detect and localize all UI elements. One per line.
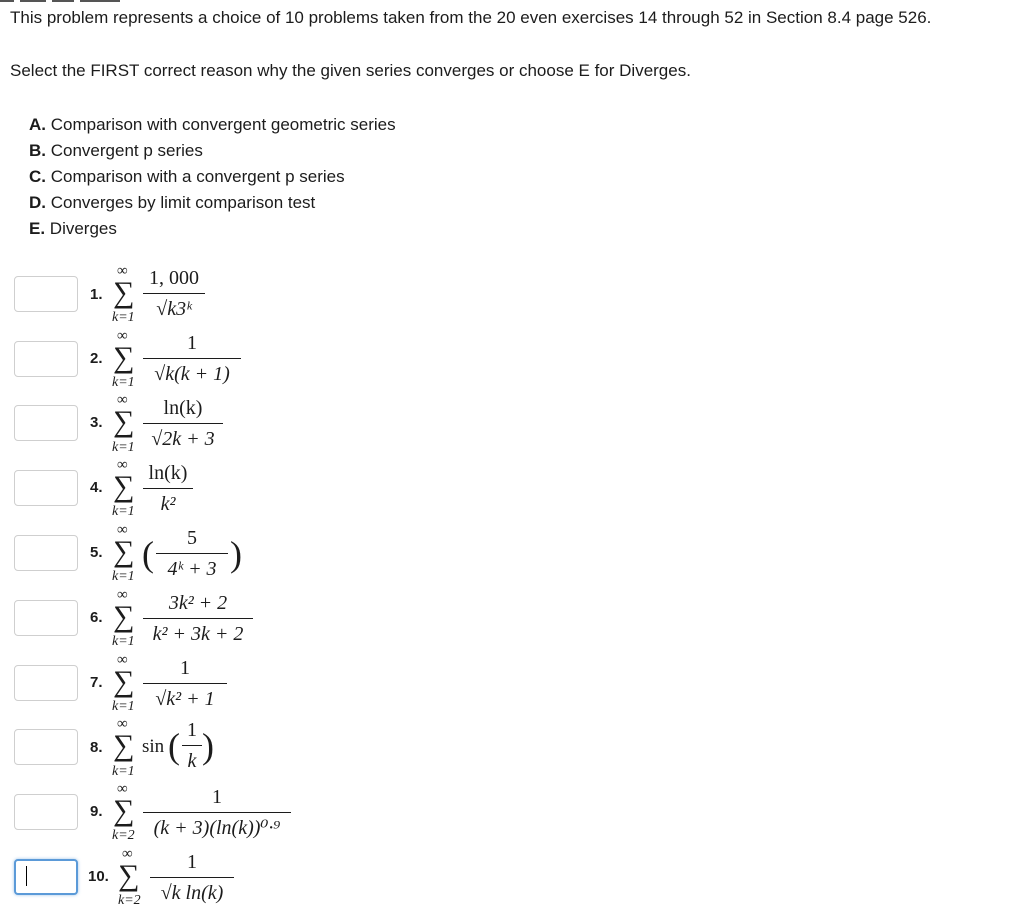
- sum-upper-limit: ∞: [117, 263, 128, 279]
- instructions: Select the FIRST correct reason why the given series converges or choose E for Diverges.: [10, 61, 691, 80]
- sum-lower-limit: k=1: [112, 634, 135, 649]
- answer-input-5[interactable]: [14, 535, 78, 571]
- right-parenthesis: ): [202, 726, 214, 766]
- answer-input-1[interactable]: [14, 276, 78, 312]
- cropped-header-remnant: [0, 0, 1024, 4]
- left-parenthesis: (: [168, 726, 180, 766]
- fraction: 1 √k² + 1: [143, 656, 227, 711]
- sum-lower-limit: k=1: [112, 440, 135, 455]
- sigma-symbol: ∑: [113, 535, 135, 568]
- problem-number-5: 5.: [90, 544, 103, 561]
- fraction: ln(k) k²: [143, 461, 193, 516]
- problem-number-7: 7.: [90, 674, 103, 691]
- problem-number-3: 3.: [90, 414, 103, 431]
- sum-upper-limit: ∞: [117, 392, 128, 408]
- answer-input-2[interactable]: [14, 341, 78, 377]
- problem-number-6: 6.: [90, 609, 103, 626]
- answer-input-6[interactable]: [14, 600, 78, 636]
- problem-number-9: 9.: [90, 803, 103, 820]
- sum-upper-limit: ∞: [117, 457, 128, 473]
- fraction: ln(k) √2k + 3: [143, 396, 223, 451]
- choice-e: E. Diverges: [29, 219, 117, 238]
- sigma-symbol: ∑: [113, 794, 135, 827]
- sum-upper-limit: ∞: [122, 846, 133, 862]
- fraction: 1 (k + 3)(ln(k))⁰·⁹: [143, 785, 291, 840]
- text-caret: [26, 866, 27, 886]
- problem-number-8: 8.: [90, 739, 103, 756]
- choice-c: C. Comparison with a convergent p series: [29, 167, 345, 186]
- fraction: 3k² + 2 k² + 3k + 2: [143, 591, 253, 646]
- fraction: 5 4ᵏ + 3: [156, 526, 228, 581]
- sigma-symbol: ∑: [113, 405, 135, 438]
- sum-upper-limit: ∞: [117, 328, 128, 344]
- left-parenthesis: (: [142, 534, 154, 574]
- sigma-symbol: ∑: [113, 729, 135, 762]
- sum-lower-limit: k=1: [112, 310, 135, 325]
- sum-lower-limit: k=1: [112, 699, 135, 714]
- sigma-symbol: ∑: [118, 859, 140, 892]
- fraction: 1, 000 √k3ᵏ: [143, 266, 205, 321]
- problem-number-4: 4.: [90, 479, 103, 496]
- sum-lower-limit: k=1: [112, 504, 135, 519]
- sigma-symbol: ∑: [113, 470, 135, 503]
- fraction: 1 √k(k + 1): [143, 331, 241, 386]
- answer-input-10[interactable]: [14, 859, 78, 895]
- fraction: 1 k: [182, 718, 202, 773]
- answer-input-9[interactable]: [14, 794, 78, 830]
- sum-lower-limit: k=1: [112, 764, 135, 779]
- sigma-symbol: ∑: [113, 276, 135, 309]
- sum-lower-limit: k=2: [118, 893, 141, 908]
- sum-upper-limit: ∞: [117, 781, 128, 797]
- choice-b: B. Convergent p series: [29, 141, 203, 160]
- answer-input-7[interactable]: [14, 665, 78, 701]
- sum-lower-limit: k=2: [112, 828, 135, 843]
- right-parenthesis: ): [230, 534, 242, 574]
- problem-number-10: 10.: [88, 868, 109, 885]
- answer-input-4[interactable]: [14, 470, 78, 506]
- sum-upper-limit: ∞: [117, 587, 128, 603]
- sum-lower-limit: k=1: [112, 375, 135, 390]
- sum-lower-limit: k=1: [112, 569, 135, 584]
- sigma-symbol: ∑: [113, 341, 135, 374]
- problem-number-1: 1.: [90, 286, 103, 303]
- answer-input-8[interactable]: [14, 729, 78, 765]
- choice-a: A. Comparison with convergent geometric series: [29, 115, 396, 134]
- choice-legend: [29, 112, 396, 242]
- sin-function: sin: [142, 736, 165, 757]
- sigma-symbol: ∑: [113, 665, 135, 698]
- sigma-symbol: ∑: [113, 600, 135, 633]
- answer-input-3[interactable]: [14, 405, 78, 441]
- sum-upper-limit: ∞: [117, 522, 128, 538]
- problem-number-2: 2.: [90, 350, 103, 367]
- problem-intro: This problem represents a choice of 10 problems taken from the 20 even exercises 14 through 52 in Section 8.4 page 526.: [10, 8, 932, 27]
- fraction: 1 √k ln(k): [150, 850, 234, 905]
- sum-upper-limit: ∞: [117, 652, 128, 668]
- sum-upper-limit: ∞: [117, 716, 128, 732]
- choice-d: D. Converges by limit comparison test: [29, 193, 316, 212]
